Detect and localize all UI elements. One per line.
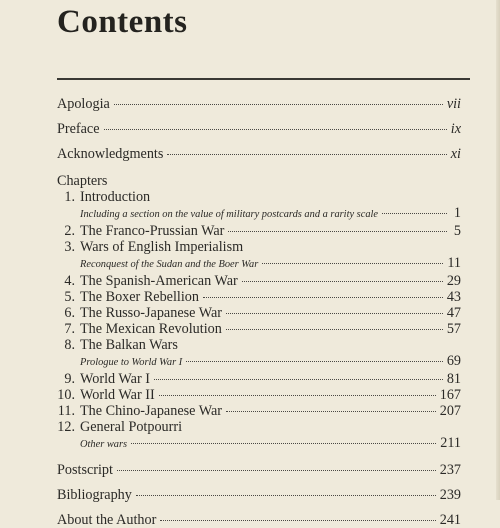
leader-dots	[154, 379, 443, 380]
leader-dots	[226, 329, 443, 330]
toc-entry-preface[interactable]	[57, 121, 461, 137]
toc-page-number: 211	[440, 435, 461, 451]
chapter-number: 3.	[64, 239, 75, 255]
toc-page-number: 239	[439, 487, 461, 503]
chapter-title: The Chino-Japanese War	[80, 403, 222, 419]
toc-page-number: xi	[450, 146, 461, 162]
chapter-subtitle: Reconquest of the Sudan and the Boer War	[80, 259, 259, 270]
leader-dots	[131, 443, 436, 444]
leader-dots	[114, 104, 443, 105]
chapter-title: The Mexican Revolution	[80, 321, 222, 337]
toc-page-number: 47	[446, 305, 461, 321]
chapter-number: 10.	[57, 387, 75, 403]
chapter-title: World War I	[80, 371, 150, 387]
toc-chapter-11[interactable]	[57, 403, 461, 419]
chapter-number: 7.	[64, 321, 75, 337]
toc-chapter-4[interactable]	[57, 273, 461, 289]
toc-chapter-3[interactable]	[57, 239, 461, 255]
leader-dots	[136, 495, 436, 496]
chapters-heading: Chapters	[57, 173, 108, 189]
leader-dots	[226, 313, 443, 314]
toc-page-number: 241	[439, 512, 461, 528]
toc-entry-label: Bibliography	[57, 487, 132, 503]
toc-chapter-1[interactable]	[57, 189, 461, 205]
table-of-contents	[57, 96, 461, 528]
toc-page-number: 11	[447, 255, 461, 271]
chapter-title: The Spanish-American War	[80, 273, 238, 289]
toc-entry-label: Preface	[57, 121, 100, 137]
toc-page-number: 81	[446, 371, 461, 387]
toc-entry-label: Acknowledgments	[57, 146, 164, 162]
toc-entry-bibliography[interactable]	[57, 487, 461, 503]
chapter-number: 6.	[64, 305, 75, 321]
chapter-subtitle: Prologue to World War I	[80, 357, 183, 368]
toc-chapter-12-subtitle[interactable]	[57, 435, 461, 453]
leader-dots	[117, 470, 436, 471]
toc-page-number: 1	[453, 205, 461, 221]
toc-page-number: 29	[446, 273, 461, 289]
toc-entry-label: Apologia	[57, 96, 110, 112]
leader-dots	[203, 297, 443, 298]
leader-dots	[226, 411, 436, 412]
toc-chapter-5[interactable]	[57, 289, 461, 305]
chapter-title: The Franco-Prussian War	[80, 223, 225, 239]
toc-chapter-7[interactable]	[57, 321, 461, 337]
leader-dots	[160, 520, 435, 521]
toc-page-number: 69	[446, 353, 461, 369]
leader-dots	[167, 154, 446, 155]
chapter-title: World War II	[80, 387, 155, 403]
chapter-subtitle: Including a section on the value of military postcards and a rarity scale	[80, 209, 379, 220]
chapter-number: 12.	[57, 419, 75, 435]
chapter-subtitle: Other wars	[80, 439, 128, 450]
toc-chapter-10[interactable]	[57, 387, 461, 403]
chapter-number: 11.	[57, 403, 75, 419]
toc-chapter-12[interactable]	[57, 419, 461, 435]
toc-chapter-8[interactable]	[57, 337, 461, 353]
leader-dots	[242, 281, 443, 282]
toc-page-number: vii	[446, 96, 461, 112]
chapter-title: Wars of English Imperialism	[80, 239, 244, 255]
toc-chapter-6[interactable]	[57, 305, 461, 321]
page-edge-shadow	[496, 0, 500, 500]
toc-entry-apologia[interactable]	[57, 96, 461, 112]
toc-entry-acknowledgments[interactable]	[57, 146, 461, 162]
toc-page-number: ix	[450, 121, 461, 137]
toc-entry-postscript[interactable]	[57, 462, 461, 478]
chapter-number: 9.	[64, 371, 75, 387]
chapter-title: General Potpourri	[80, 419, 183, 435]
leader-dots	[228, 231, 447, 232]
toc-page-number: 57	[446, 321, 461, 337]
toc-entry-about-the-author[interactable]	[57, 512, 461, 528]
chapter-title: The Boxer Rebellion	[80, 289, 199, 305]
toc-chapter-8-subtitle[interactable]	[57, 353, 461, 371]
leader-dots	[104, 129, 447, 130]
toc-page-number: 5	[453, 223, 461, 239]
toc-chapter-1-subtitle[interactable]	[57, 205, 461, 223]
chapter-title: The Balkan Wars	[80, 337, 178, 353]
toc-page-number: 167	[439, 387, 461, 403]
toc-page-number: 43	[446, 289, 461, 305]
chapter-number: 2.	[64, 223, 75, 239]
toc-entry-label: Postscript	[57, 462, 113, 478]
leader-dots	[159, 395, 436, 396]
chapter-number: 1.	[64, 189, 75, 205]
toc-chapter-2[interactable]	[57, 223, 461, 239]
toc-entry-label: About the Author	[57, 512, 157, 528]
chapter-title: The Russo-Japanese War	[80, 305, 223, 321]
toc-chapter-9[interactable]	[57, 371, 461, 387]
chapter-number: 5.	[64, 289, 75, 305]
toc-chapter-3-subtitle[interactable]	[57, 255, 461, 273]
toc-page-number: 207	[439, 403, 461, 419]
title-rule	[57, 78, 470, 80]
toc-page-number: 237	[439, 462, 461, 478]
chapter-number: 4.	[64, 273, 75, 289]
page-title: Contents	[57, 4, 188, 40]
chapter-title: Introduction	[80, 189, 151, 205]
leader-dots	[186, 361, 443, 362]
leader-dots	[262, 263, 443, 264]
leader-dots	[382, 213, 447, 214]
chapter-number: 8.	[64, 337, 75, 353]
